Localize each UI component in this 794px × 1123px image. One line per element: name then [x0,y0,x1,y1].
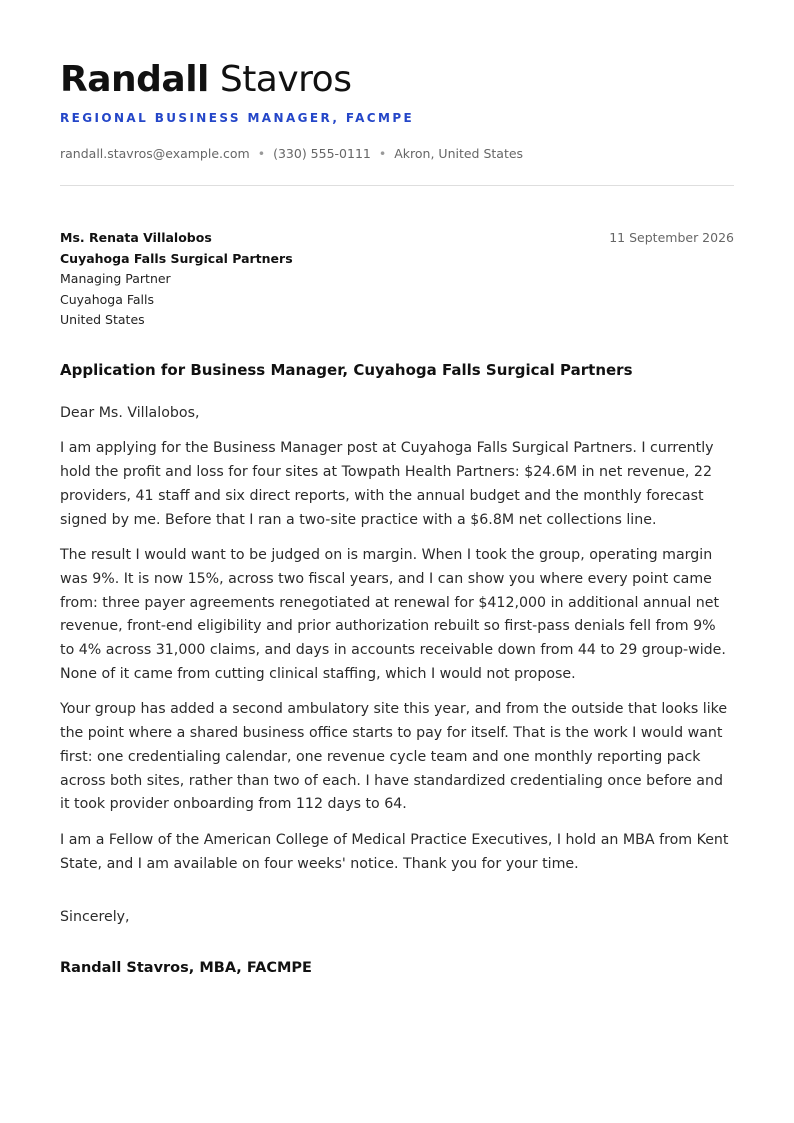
signature: Randall Stavros, MBA, FACMPE [60,960,312,976]
location: Akron, United States [394,146,524,161]
separator-dot: • [257,146,266,161]
closing: Sincerely, [60,909,130,925]
recipient-country: United States [60,312,145,327]
recipient-block [60,228,293,331]
recipient-name: Ms. Renata Villalobos [60,230,212,245]
applicant-role: REGIONAL BUSINESS MANAGER, FACMPE [60,111,415,125]
contact-line [60,146,523,161]
salutation: Dear Ms. Villalobos, [60,405,200,421]
letter-date: 11 September 2026 [609,230,734,245]
body-paragraph: Your group has added a second ambulatory site this year, and from the outside that looks like the point where a shared business office starts to pay for itself. That is the work I would want first: one credentialing calendar, one revenue cycle team and one monthly reporting pack across both sites, rather than two of each. I have standardized credentialing once before and it took provider onboarding from 112 days to 64. [60,701,728,813]
body-paragraph: I am applying for the Business Manager post at Cuyahoga Falls Surgical Partners. I currently hold the profit and loss for four sites at Towpath Health Partners: $24.6M in net revenue, 22 providers, 41 staff and six direct reports, with the annual budget and the monthly forecast signed by me. Before that I ran a two-site practice with a $6.8M net collections line. [60,440,714,528]
applicant-first-name: Randall [60,59,209,100]
recipient-title: Managing Partner [60,271,171,286]
separator-dot: • [378,146,387,161]
letter-subject: Application for Business Manager, Cuyahoga Falls Surgical Partners [60,361,633,379]
email-link[interactable]: randall.stavros@example.com [60,146,250,161]
letter-body [60,402,734,888]
applicant-last-name: Stavros [219,59,352,100]
header-divider [60,185,734,186]
applicant-name [60,58,351,102]
phone-number: (330) 555-0111 [273,146,371,161]
recipient-company: Cuyahoga Falls Surgical Partners [60,250,293,266]
recipient-city: Cuyahoga Falls [60,291,155,307]
body-paragraph: I am a Fellow of the American College of Medical Practice Executives, I hold an MBA from Kent State, and I am available on four weeks' notice. Thank you for your time. [60,831,729,872]
body-paragraph: The result I would want to be judged on is margin. When I took the group, operating margin was 9%. It is now 15%, across two fiscal years, and I can show you where every point came from: three payer agreements renegotiated at renewal for $412,000 in additional annual net revenue, front-end eligibility and prior authorization rebuilt so first-pass denials fell from 9% to 4% across 31,000 claims, and days in accounts receivable down from 44 to 29 group-wide. None of it came from cutting clinical staffing, which I would not propose. [60,546,726,682]
